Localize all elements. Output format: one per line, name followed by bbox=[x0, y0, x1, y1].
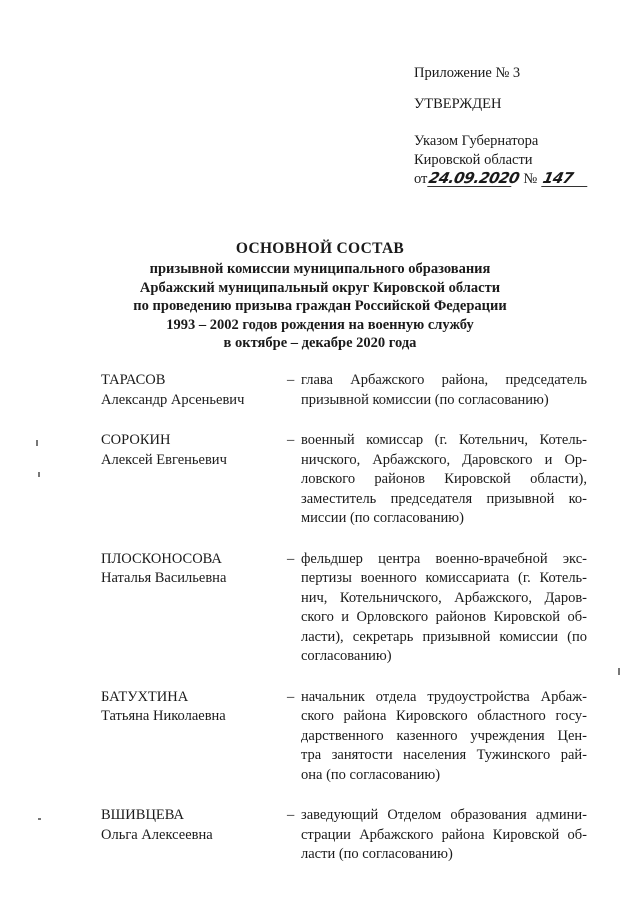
number-sign: № bbox=[523, 171, 538, 187]
from-prefix: от bbox=[414, 171, 428, 187]
member-role: глава Арбажского района, председатель призывной комиссии (по согласованию) bbox=[301, 372, 587, 408]
member-surname: БАТУХТИНА bbox=[101, 688, 189, 705]
document-title bbox=[40, 238, 600, 353]
member-dash: – bbox=[287, 432, 295, 448]
member-surname: ПЛОСКОНОСОВА bbox=[101, 550, 222, 567]
title-line: призывной комиссии муниципального образования bbox=[149, 261, 491, 277]
member-surname: ВШИВЦЕВА bbox=[101, 807, 184, 823]
members-list bbox=[101, 371, 589, 886]
approved-label: УТВЕРЖДЕН bbox=[414, 96, 502, 112]
member-dash: – bbox=[287, 550, 295, 567]
title-line: по проведению призыва граждан Российской Федерации bbox=[133, 298, 507, 314]
member-surname: ТАРАСОВ bbox=[101, 372, 166, 388]
member-entry bbox=[101, 806, 589, 865]
handwritten-number: 147 bbox=[541, 170, 591, 187]
member-given-name: Наталья Васильевна bbox=[101, 570, 227, 586]
scan-speck bbox=[38, 818, 41, 820]
member-name bbox=[101, 688, 287, 786]
title-line: в октябре – декабре 2020 года bbox=[223, 335, 417, 351]
member-dash: – bbox=[287, 688, 295, 705]
scan-speck bbox=[36, 440, 38, 446]
scan-speck bbox=[38, 472, 40, 477]
handwritten-date: 24.09.2020 bbox=[427, 169, 522, 187]
title-main: ОСНОВНОЙ СОСТАВ bbox=[235, 240, 405, 257]
decree-line-2: Кировской области bbox=[414, 152, 533, 168]
title-line: Арбажский муниципальный округ Кировской области bbox=[139, 279, 501, 296]
member-given-name: Алексей Евгеньевич bbox=[101, 451, 227, 468]
member-given-name: Ольга Алексеевна bbox=[101, 826, 213, 843]
member-name bbox=[101, 550, 287, 667]
appendix-label: Приложение № 3 bbox=[414, 65, 521, 81]
member-entry bbox=[101, 371, 589, 410]
decree-line-1: Указом Губернатора bbox=[414, 133, 539, 149]
member-surname: СОРОКИН bbox=[101, 432, 171, 448]
member-dash: – bbox=[287, 807, 295, 823]
member-role: заведующий Отделом образования админи- страции Арбажского района Кировской об- ласти (по согласованию) bbox=[301, 807, 587, 862]
member-given-name: Татьяна Николаевна bbox=[101, 708, 226, 724]
member-role: военный комиссар (г. Котельнич, Котель- ничского, Арбажского, Даровского и Ор- ловского районов Кировской области), заместитель председателя призывной ко- миссии (по согласованию) bbox=[301, 432, 587, 526]
member-entry bbox=[101, 688, 589, 786]
member-name bbox=[101, 431, 287, 529]
member-dash: – bbox=[287, 372, 295, 388]
member-name bbox=[101, 806, 287, 865]
approval-stamp bbox=[414, 64, 624, 189]
member-name bbox=[101, 371, 287, 410]
scan-speck bbox=[618, 668, 620, 675]
member-role: начальник отдела трудоустройства Арбаж- ского района Кировского областного госу- дарственного казенного учреждения Цен- тра занятости населения Тужинского рай- она (по согласованию) bbox=[301, 688, 587, 783]
member-entry bbox=[101, 550, 589, 667]
member-entry bbox=[101, 431, 589, 529]
title-line: 1993 – 2002 годов рождения на военную службу bbox=[166, 316, 474, 333]
member-role: фельдшер центра военно-врачебной экс- пертизы военного комиссариата (г. Котель- нич, Котельничского, Арбажского, Даров- ского и Орловского районов Кировской об- ласти), секретарь призывной комиссии (по согласованию) bbox=[301, 550, 587, 664]
member-given-name: Александр Арсеньевич bbox=[101, 391, 245, 408]
decree-date-number bbox=[414, 170, 624, 189]
